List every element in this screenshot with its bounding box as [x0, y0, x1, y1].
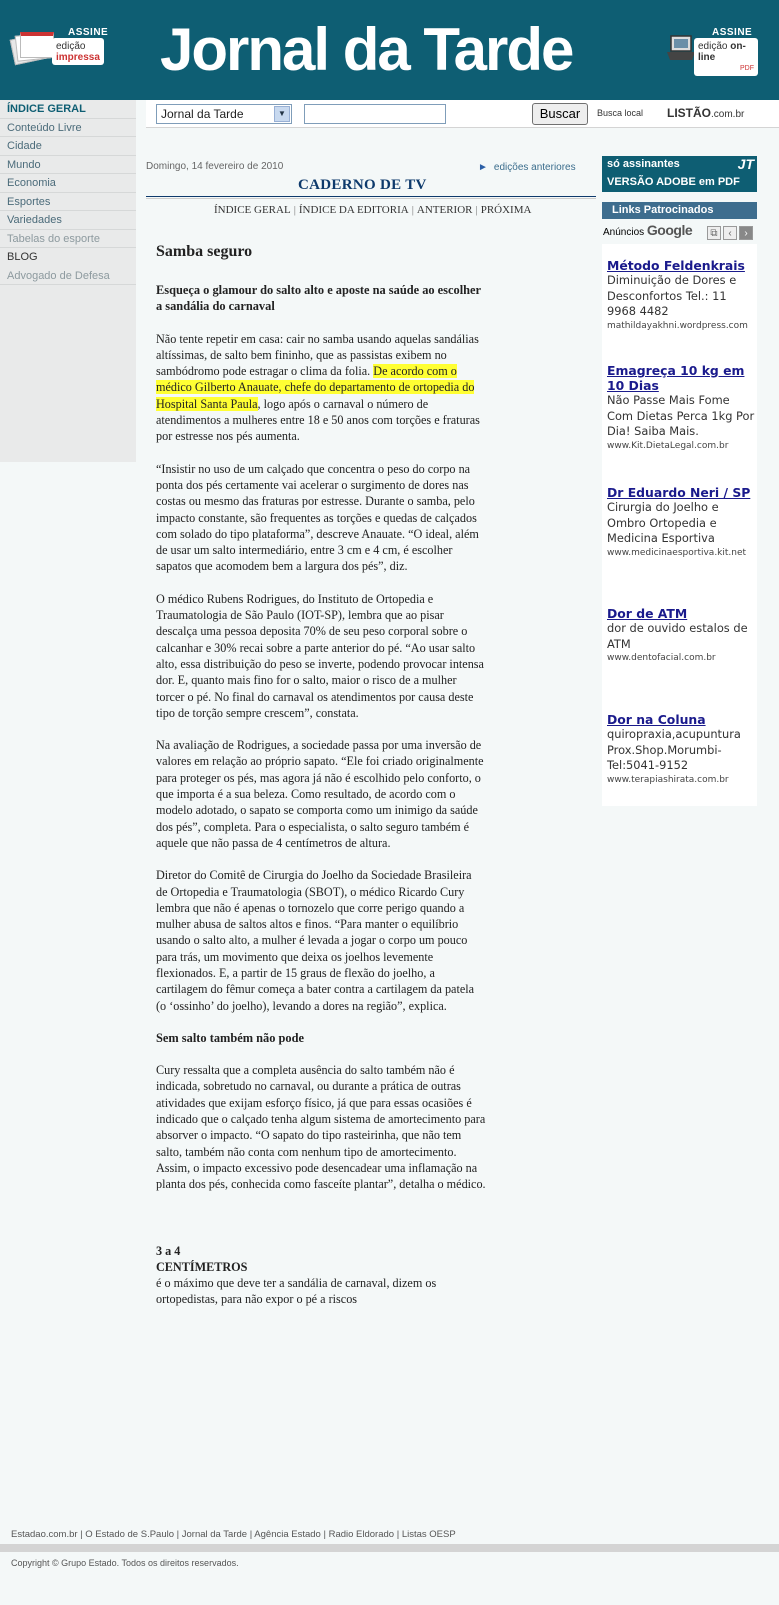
- assine-label: ASSINE: [68, 27, 109, 38]
- nav-variedades[interactable]: Variedades: [0, 211, 136, 230]
- section-title: CADERNO DE TV: [298, 177, 427, 193]
- anuncios-label: Anúncios: [603, 227, 645, 238]
- article-paragraph: Na avaliação de Rodrigues, a sociedade passa por uma inversão de valores em relação ao próprio sapato. “Ele foi criado originalmente para proteger os pés, mas agora já não é escolhido pelo conforto, o que importa é a sua beleza. Como resultado, de acordo com o modelo adotado, o sapato se comporta como um inimigo da saúde dos pés”, completa. Para o especialista, o salto seguro também é aquele que não passa de 4 centímetros de altura.: [156, 738, 484, 850]
- article-title: Samba seguro: [156, 243, 253, 260]
- ad-title[interactable]: Dr Eduardo Neri / SP: [607, 485, 751, 500]
- nav-blog[interactable]: BLOG: [7, 251, 38, 263]
- paragraph-text: , logo após o carnaval o número de atendimentos a mulheres entre 18 e 50 anos com torções e fraturas por estresse nos pés aumenta.: [156, 396, 480, 444]
- ad-title[interactable]: Dor na Coluna: [607, 712, 706, 727]
- listao-domain: .com.br: [711, 109, 745, 120]
- ad-url[interactable]: mathildayakhni.wordpress.com: [607, 320, 748, 331]
- edicao-label: edição: [698, 41, 728, 52]
- divider: [146, 198, 596, 199]
- listao-logo[interactable]: [667, 106, 744, 120]
- ad-url[interactable]: www.dentofacial.com.br: [607, 653, 716, 663]
- chevron-down-icon: ▼: [274, 106, 290, 122]
- article-lead: Esqueça o glamour do salto alto e aposte na saúde ao escolher a sandália do carnaval: [156, 283, 481, 314]
- fact-number: 3 a 4: [156, 1243, 181, 1258]
- ad-unit[interactable]: [607, 485, 757, 560]
- left-nav: [0, 100, 136, 462]
- adobe-version-label: VERSÃO ADOBE em PDF: [607, 176, 740, 188]
- listao-name: LISTÃO: [667, 106, 711, 120]
- edition-select-value: Jornal da Tarde: [161, 107, 244, 121]
- nav-indice-geral[interactable]: ÍNDICE GERAL: [0, 100, 136, 119]
- subscribers-only-label: só assinantes: [607, 158, 680, 170]
- search-bar: [146, 100, 779, 128]
- chevron-right-icon[interactable]: ›: [739, 226, 753, 240]
- ad-title[interactable]: Dor de ATM: [607, 606, 688, 621]
- nav-conteudo-livre[interactable]: Conteúdo Livre: [0, 119, 136, 138]
- ads-panel: [602, 244, 757, 806]
- subscribe-print-link[interactable]: [10, 24, 118, 74]
- nav-esportes[interactable]: Esportes: [0, 193, 136, 212]
- impressa-label: impressa: [56, 52, 100, 63]
- edicao-impressa-badge: [52, 38, 104, 65]
- paragraph-text: Não tente repetir em casa: cair no samba usando aquelas sandálias altíssimas, de salto bem fininho, que as passistas exibem no sambódromo pode estragar o clima da folia.: [156, 331, 479, 379]
- subnav-proxima[interactable]: PRÓXIMA: [480, 204, 532, 216]
- ads-by-google[interactable]: [603, 222, 692, 238]
- ad-description: quiropraxia,acupuntura Prox.Shop.Morumbi-Tel:5041-9152: [607, 727, 741, 772]
- copyright: Copyright © Grupo Estado. Todos os direitos reservados.: [11, 1558, 239, 1568]
- ad-title[interactable]: Método Feldenkrais: [607, 258, 745, 273]
- subnav-indice-geral[interactable]: ÍNDICE GERAL: [214, 204, 291, 216]
- ad-description: Cirurgia do Joelho e Ombro Ortopedia e Medicina Esportiva: [607, 500, 719, 545]
- pdf-label: PDF: [740, 65, 754, 72]
- ad-description: Diminuição de Dores e Desconfortos Tel.: 11 9968 4482: [607, 273, 737, 318]
- highlighted-text: De acordo com o médico Gilberto Anauate, chefe do departamento de ortopedia do Hospital Santa Paula: [156, 364, 475, 411]
- ad-unit[interactable]: [607, 363, 757, 453]
- sponsored-links-header: Links Patrocinados: [602, 202, 757, 219]
- ad-url[interactable]: www.terapiashirata.com.br: [607, 774, 729, 785]
- nav-economia[interactable]: Economia: [0, 174, 136, 193]
- ad-nav: [707, 223, 759, 237]
- assine-label: ASSINE: [712, 27, 753, 38]
- ad-unit[interactable]: [607, 712, 757, 787]
- fact-text: é o máximo que deve ter a sandália de carnaval, dizem os ortopedistas, para não expor o pé a riscos: [156, 1276, 437, 1307]
- search-input[interactable]: [304, 104, 446, 124]
- footer-bar: [0, 1544, 779, 1552]
- edicoes-label: edições anteriores: [493, 162, 576, 173]
- fact-unit: CENTÍMETROS: [156, 1259, 248, 1274]
- search-button[interactable]: Buscar: [532, 103, 588, 125]
- nav-tabelas-esporte[interactable]: Tabelas do esporte: [0, 230, 136, 249]
- subnav-anterior[interactable]: ANTERIOR: [416, 204, 473, 216]
- online-label: on-line: [698, 41, 746, 63]
- article-paragraph: Cury ressalta que a completa ausência do salto também não é indicada, sobretudo no carnaval, ou durante a prática de outras atividades que exijam esforço físico, já que para essas ocasiões é indicado que o calçado tenha algum sistema de amortecimento para absorver o impacto. “O sapato do tipo rasteirinha, que não tem salto, também não conta com nenhum tipo de amortecimento. Assim, o impacto excessivo pode desencadear uma inflamação na planta dos pés, conhecida como fasceíte plantar”, detalha o médico.: [156, 1063, 486, 1192]
- nav-mundo[interactable]: Mundo: [0, 156, 136, 175]
- section-subnav: ÍNDICE GERAL | ÍNDICE DA EDITORIA | ANTERIOR | PRÓXIMA: [214, 204, 532, 216]
- ad-description: dor de ouvido estalos de ATM: [607, 621, 748, 651]
- article-paragraph: “Insistir no uso de um calçado que concentra o peso do corpo na ponta dos pés certamente vai acelerar o surgimento de dores nas costas ou mesmo das fraturas por estresse. Durante o samba, pelo impacto constante, são frequentes as torções e quedas de calçados com solado do tipo plataforma”, descreve Anauate. “O ideal, além de usar um salto intermediário, entre 3 cm e 4 cm, é escolher sapatos que acomodem bem a largura dos pés”, diz.: [156, 461, 479, 574]
- busca-local-label: Busca local: [597, 108, 644, 118]
- article-subhead: Sem salto também não pode: [156, 1030, 304, 1045]
- ad-description: Não Passe Mais Fome Com Dietas Perca 1kg Por Dia! Saiba Mais.: [607, 393, 755, 438]
- article-body: [156, 242, 486, 1308]
- site-header: [0, 0, 779, 100]
- edicao-label: edição: [56, 41, 86, 52]
- article-paragraph: Diretor do Comitê de Cirurgia do Joelho da Sociedade Brasileira de Ortopedia e Traumatologia (SBOT), o médico Ricardo Cury lembra que não é apenas o tornozelo que corre perigo quando a mulher abusa de saltos altos e finos. “Para manter o equilíbrio usando o salto alto, a mulher é levada a jogar o corpo um pouco para trás, um movimento que deixa os joelhos levemente flexionados. E, a partir de 15 graus de flexão do joelho, a cartilagem do fêmur começa a bater contra a cartilagem da patela (o ‘ossinho’ do joelho), levando a dores na região”, explica.: [156, 868, 475, 1013]
- subnav-indice-editoria[interactable]: ÍNDICE DA EDITORIA: [298, 204, 409, 216]
- site-logo[interactable]: Jornal da Tarde: [160, 16, 573, 83]
- nav-advogado-de-defesa[interactable]: Advogado de Defesa: [0, 267, 136, 286]
- edition-select[interactable]: [156, 104, 292, 124]
- ad-url[interactable]: www.Kit.DietaLegal.com.br: [607, 440, 729, 451]
- article-paragraph: O médico Rubens Rodrigues, do Instituto de Ortopedia e Traumatologia de São Paulo (IOT-SP), lembra que ao pisar descalça uma pessoa deposita 70% de seu peso corporal sobre o calcanhar e 30% recai sobre a parte anterior do pé. “Ao usar salto alto, essa distribuição do peso se inverte, podendo provocar intensa dor. E, quanto mais fino for o salto, maior o risco de a mulher torcer o pé. No final do carnaval os atendimentos por causa deste tipo de torção sempre crescem”, constata.: [156, 591, 484, 720]
- nav-cidade[interactable]: Cidade: [0, 137, 136, 156]
- edicoes-anteriores-link[interactable]: [478, 162, 576, 173]
- ad-unit[interactable]: [607, 258, 757, 333]
- divider: [146, 196, 596, 197]
- ad-info-icon[interactable]: ⧉: [707, 226, 721, 240]
- article-paragraph: [156, 331, 486, 445]
- ad-url[interactable]: www.medicinaesportiva.kit.net: [607, 547, 747, 558]
- edition-date: Domingo, 14 fevereiro de 2010: [146, 161, 284, 172]
- jt-logo: JT: [737, 156, 754, 172]
- google-logo: Google: [646, 222, 693, 238]
- ad-unit[interactable]: [607, 606, 757, 665]
- laptop-icon: [666, 34, 696, 62]
- edicao-online-badge: [694, 38, 758, 76]
- ad-title[interactable]: Emagreça 10 kg em 10 Dias: [607, 363, 745, 393]
- newspaper-icon: [12, 32, 54, 64]
- site-footer: [0, 1526, 779, 1605]
- footer-links[interactable]: Estadao.com.br | O Estado de S.Paulo | Jornal da Tarde | Agência Estado | Radio Eldorado | Listas OESP: [11, 1529, 456, 1540]
- chevron-left-icon[interactable]: ‹: [723, 226, 737, 240]
- pdf-version-banner[interactable]: [602, 156, 757, 192]
- play-icon: ►: [478, 162, 488, 173]
- subscribe-online-link[interactable]: [664, 24, 759, 74]
